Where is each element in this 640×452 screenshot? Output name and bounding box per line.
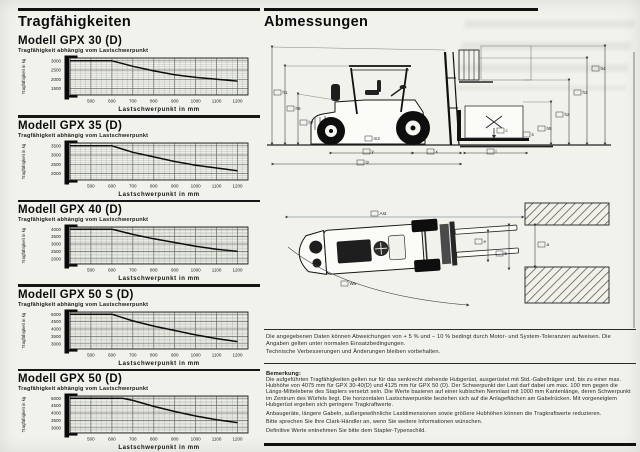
svg-text:Lastschwerpunkt in mm: Lastschwerpunkt in mm: [118, 360, 200, 367]
svg-text:2000: 2000: [50, 76, 61, 82]
svg-text:h3: h3: [582, 90, 588, 96]
svg-text:4500: 4500: [50, 403, 61, 409]
svg-text:700: 700: [129, 183, 137, 189]
svg-text:1000: 1000: [190, 98, 201, 104]
svg-text:Tragfähigkeit in kg: Tragfähigkeit in kg: [21, 397, 26, 433]
svg-text:1500: 1500: [50, 86, 61, 92]
svg-text:Tragfähigkeit in kg: Tragfähigkeit in kg: [21, 143, 26, 179]
model-title-gpx50: Modell GPX 50 (D): [18, 373, 123, 386]
svg-text:3500: 3500: [50, 142, 61, 148]
svg-text:900: 900: [170, 267, 179, 273]
svg-text:c: c: [505, 128, 508, 134]
dim-label-l: [487, 149, 497, 154]
dim-label-h6: [287, 106, 301, 111]
svg-text:2500: 2500: [50, 67, 61, 73]
bemerkung-paragraph-1: Die aufgeführten Tragfähigkeiten gelten nur für das senkrecht stehende Hubgerüst, ausgerüstet mit Std.-Gabelträger und, bis zu einer max. Hubhöhe von 4075 mm für GPX 30-40(D) und 4125 mm für GPX 50 (D). Der Schwerpunkt der Last darf dabei um max. 100 mm gegen die Längs-Mittelebene des Staplers versetzt sein. Die Werte basieren auf einer kubischen Nennlast mit 1000 mm Kantenlänge, deren Schwerpunkt im Zentrum des Würfels liegt. Die horizontalen Lastschwerpunkte beziehen sich auf die Anlageflächen am Gabelrücken. Mit vorgeneigtem Hubgerüst ergeben sich geringere Tragkraftwerte.: [266, 376, 631, 408]
svg-text:600: 600: [108, 436, 116, 442]
capacity-chart-gpx30: [18, 55, 256, 113]
capacity-chart-gpx40: [18, 224, 256, 282]
chart-block-gpx40: [18, 204, 260, 282]
forklift-side-view-drawing: [264, 38, 616, 178]
svg-text:3000: 3000: [50, 152, 61, 158]
header-rule-left: [18, 8, 260, 11]
header-rule-right: [264, 8, 538, 11]
chart-subtitle: Tragfähigkeit abhängig vom Lastschwerpunkt: [18, 132, 149, 139]
capacity-chart-gpx50: [18, 393, 256, 451]
chart-subtitle: Tragfähigkeit abhängig vom Lastschwerpunkt: [18, 48, 149, 54]
tolerance-note: [264, 329, 636, 364]
rack-wall-upper: [525, 203, 609, 225]
separator-rule: [18, 200, 260, 203]
bemerkung-block: [264, 369, 636, 446]
svg-text:3000: 3000: [50, 241, 61, 247]
svg-text:Tragfähigkeit in kg: Tragfähigkeit in kg: [21, 58, 26, 95]
svg-text:Lastschwerpunkt in mm: Lastschwerpunkt in mm: [118, 107, 200, 113]
svg-text:l: l: [495, 149, 497, 155]
svg-text:1200: 1200: [232, 98, 243, 104]
svg-text:h5: h5: [546, 126, 552, 132]
svg-text:2500: 2500: [50, 249, 61, 255]
dim-label-s: [523, 132, 535, 137]
svg-text:700: 700: [129, 98, 137, 104]
svg-text:Lastschwerpunkt in mm: Lastschwerpunkt in mm: [118, 191, 200, 198]
svg-text:x: x: [435, 149, 438, 155]
forklift-top-silhouette: [297, 213, 519, 280]
svg-text:600: 600: [108, 183, 116, 189]
svg-text:h2: h2: [564, 112, 570, 118]
bemerkung-paragraph-3: Bitte sprechen Sie Ihre Clark-Händler an, wenn Sie weitere Informationen wünschen.: [266, 419, 483, 426]
svg-text:4000: 4000: [50, 226, 61, 232]
svg-text:3000: 3000: [50, 341, 61, 347]
svg-text:Lastschwerpunkt in mm: Lastschwerpunkt in mm: [118, 445, 200, 452]
svg-text:b: b: [504, 251, 508, 257]
bemerkung-paragraph-4: Definitive Werte entnehmen Sie bitte dem Stapler-Typenschild.: [266, 427, 427, 434]
dim-label-ast: [371, 211, 387, 216]
dim-label-h5: [538, 126, 552, 131]
svg-text:1100: 1100: [211, 183, 222, 189]
svg-text:500: 500: [87, 183, 95, 189]
chart-subtitle: Tragfähigkeit abhängig vom Lastschwerpunkt: [18, 386, 149, 393]
svg-text:800: 800: [150, 183, 158, 189]
svg-text:e: e: [483, 239, 487, 245]
svg-text:3000: 3000: [50, 425, 61, 431]
svg-text:1200: 1200: [232, 183, 243, 189]
dim-label-h4: [592, 66, 606, 71]
svg-text:1100: 1100: [211, 436, 222, 442]
svg-text:900: 900: [170, 98, 179, 104]
svg-text:700: 700: [129, 352, 137, 358]
model-title-gpx30: Modell GPX 30 (D): [18, 35, 123, 47]
svg-text:1000: 1000: [190, 352, 201, 358]
svg-text:800: 800: [150, 98, 158, 104]
svg-text:1100: 1100: [211, 267, 222, 273]
svg-text:700: 700: [129, 436, 137, 442]
svg-text:1200: 1200: [232, 267, 243, 273]
dim-label-y: [363, 149, 375, 154]
svg-text:600: 600: [108, 267, 116, 273]
svg-text:2000: 2000: [50, 256, 61, 262]
tolerance-text: Die angegebenen Daten können Abweichungen von + 5 % und − 10 % bedingt durch Motor- und System-Toleranzen aufweisen. Die Angaben gelten unter normalen Einsatzbedingungen.: [266, 334, 611, 347]
svg-text:2500: 2500: [50, 161, 61, 167]
svg-text:600: 600: [108, 352, 116, 358]
svg-text:800: 800: [150, 267, 158, 273]
dim-label-a: [538, 242, 550, 247]
dim-label-h1: [274, 90, 288, 95]
svg-text:s: s: [531, 132, 534, 138]
svg-text:1200: 1200: [232, 436, 243, 442]
svg-text:900: 900: [170, 436, 179, 442]
chart-block-gpx35: [18, 120, 260, 198]
dim-label-wa: [341, 281, 357, 286]
svg-text:1000: 1000: [190, 436, 201, 442]
svg-text:Ast: Ast: [379, 211, 387, 217]
dim-label-h3: [574, 90, 588, 95]
svg-text:500: 500: [87, 436, 95, 442]
svg-text:2000: 2000: [50, 170, 61, 176]
svg-text:500: 500: [87, 98, 95, 104]
dim-label-h2: [556, 112, 570, 117]
svg-text:y: y: [371, 149, 374, 155]
rack-wall-lower: [525, 267, 609, 303]
section-title-tragfaehigkeiten: Tragfähigkeiten: [18, 14, 132, 30]
svg-text:500: 500: [87, 267, 95, 273]
dim-label-l2: [357, 160, 370, 165]
section-title-abmessungen: Abmessungen: [264, 14, 369, 30]
svg-text:1100: 1100: [211, 98, 222, 104]
svg-text:m2: m2: [373, 136, 380, 142]
svg-text:3000: 3000: [50, 58, 61, 64]
model-title-gpx35: Modell GPX 35 (D): [18, 119, 123, 132]
separator-rule: [18, 284, 260, 287]
svg-text:4500: 4500: [50, 318, 61, 324]
separator-rule: [18, 115, 260, 118]
svg-text:3500: 3500: [50, 333, 61, 339]
svg-text:5000: 5000: [50, 311, 61, 317]
svg-text:700: 700: [129, 267, 137, 273]
dim-label-h7: [300, 120, 314, 125]
svg-text:500: 500: [87, 352, 95, 358]
model-title-gpx50s: Modell GPX 50 S (D): [18, 288, 134, 301]
svg-text:5000: 5000: [50, 396, 61, 402]
svg-text:l2: l2: [365, 160, 370, 166]
svg-text:Tragfähigkeit in kg: Tragfähigkeit in kg: [21, 227, 26, 264]
svg-text:h6: h6: [295, 106, 301, 112]
model-title-gpx40: Modell GPX 40 (D): [18, 204, 123, 217]
svg-text:1000: 1000: [190, 183, 201, 189]
bemerkung-label: Bemerkung:: [266, 370, 302, 377]
separator-rule: [18, 369, 260, 372]
svg-text:h4: h4: [600, 66, 606, 72]
chart-subtitle: Tragfähigkeit abhängig vom Lastschwerpunkt: [18, 301, 149, 308]
chart-block-gpx50: [18, 373, 260, 451]
chart-block-gpx30: [18, 35, 260, 113]
dim-label-x: [427, 149, 439, 154]
svg-text:900: 900: [170, 183, 179, 189]
svg-text:4000: 4000: [50, 410, 61, 416]
svg-text:1100: 1100: [211, 352, 222, 358]
svg-text:1200: 1200: [232, 352, 243, 358]
svg-text:900: 900: [170, 352, 179, 358]
chart-subtitle: Tragfähigkeit abhängig vom Lastschwerpunkt: [18, 217, 149, 224]
svg-text:h1: h1: [282, 90, 288, 96]
chart-block-gpx50s: [18, 289, 260, 367]
svg-text:800: 800: [150, 436, 158, 442]
air-cleaner: [331, 84, 340, 101]
svg-text:600: 600: [108, 98, 116, 104]
svg-text:3500: 3500: [50, 234, 61, 240]
svg-text:Lastschwerpunkt in mm: Lastschwerpunkt in mm: [118, 276, 200, 283]
svg-text:4000: 4000: [50, 326, 61, 332]
dim-label-e: [475, 239, 487, 244]
tech-changes-text: Technische Verbesserungen und Änderungen bleiben vorbehalten.: [266, 349, 441, 356]
svg-text:a: a: [546, 242, 550, 248]
bemerkung-paragraph-2: Anbaugeräte, längere Gabeln, außergewöhnliche Lastdimensionen sowie größere Hubhöhen können die Tragkraftwerte reduzieren.: [266, 410, 602, 417]
capacity-column: [18, 8, 260, 452]
svg-text:800: 800: [150, 352, 158, 358]
svg-text:1000: 1000: [190, 267, 201, 273]
svg-text:Wa: Wa: [349, 281, 357, 287]
capacity-chart-gpx35: [18, 140, 256, 198]
svg-text:Tragfähigkeit in kg: Tragfähigkeit in kg: [21, 312, 26, 349]
capacity-chart-gpx50s: [18, 309, 256, 367]
dimensions-column: [264, 8, 636, 446]
svg-text:3500: 3500: [50, 418, 61, 424]
svg-text:h7: h7: [308, 120, 314, 126]
forklift-top-view-drawing: [282, 181, 614, 316]
